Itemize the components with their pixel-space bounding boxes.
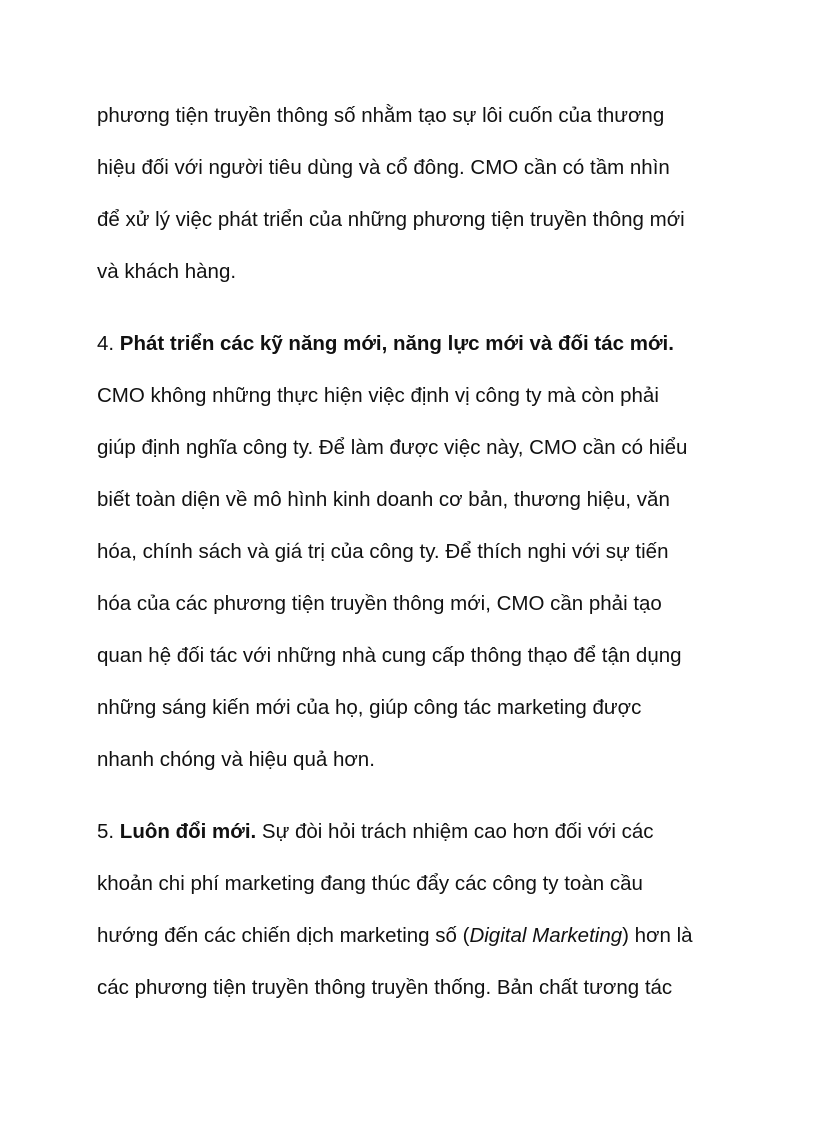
paragraph-line: quan hệ đối tác với những nhà cung cấp thông thạo để tận dụng bbox=[97, 644, 682, 667]
section-5-number: 5. bbox=[97, 820, 120, 843]
section-5-line-1-rest: Sự đòi hỏi trách nhiệm cao hơn đối với các bbox=[256, 820, 654, 843]
section-5-heading: Luôn đổi mới. bbox=[119, 820, 257, 843]
paragraph-line: CMO không những thực hiện việc định vị công ty mà còn phải bbox=[97, 384, 659, 407]
section-4-heading-line bbox=[97, 332, 674, 356]
paragraph-line-with-italic bbox=[97, 924, 693, 948]
section-4-number: 4. bbox=[97, 332, 120, 355]
line-3-post: ) hơn là bbox=[622, 924, 693, 947]
digital-marketing-term: Digital Marketing bbox=[469, 924, 623, 947]
paragraph-line: để xử lý việc phát triển của những phương tiện truyền thông mới bbox=[97, 208, 685, 231]
paragraph-line: hiệu đối với người tiêu dùng và cổ đông. CMO cần có tầm nhìn bbox=[97, 156, 670, 179]
paragraph-line: hóa, chính sách và giá trị của công ty. Để thích nghi với sự tiến bbox=[97, 540, 669, 563]
paragraph-line: hóa của các phương tiện truyền thông mới, CMO cần phải tạo bbox=[97, 592, 662, 615]
paragraph-line: những sáng kiến mới của họ, giúp công tác marketing được bbox=[97, 696, 642, 719]
section-4-heading: Phát triển các kỹ năng mới, năng lực mới và đối tác mới. bbox=[119, 332, 674, 355]
paragraph-line: và khách hàng. bbox=[97, 260, 237, 283]
paragraph-line: khoản chi phí marketing đang thúc đẩy các công ty toàn cầu bbox=[97, 872, 643, 895]
line-3-pre: hướng đến các chiến dịch marketing số ( bbox=[97, 924, 470, 947]
paragraph-line: giúp định nghĩa công ty. Để làm được việc này, CMO cần có hiểu bbox=[97, 436, 688, 459]
section-5-heading-line bbox=[97, 820, 654, 844]
paragraph-line: nhanh chóng và hiệu quả hơn. bbox=[97, 748, 375, 771]
paragraph-line: biết toàn diện về mô hình kinh doanh cơ bản, thương hiệu, văn bbox=[97, 488, 670, 511]
paragraph-line: phương tiện truyền thông số nhằm tạo sự lôi cuốn của thương bbox=[97, 104, 665, 127]
paragraph-line: các phương tiện truyền thông truyền thống. Bản chất tương tác bbox=[97, 976, 673, 999]
